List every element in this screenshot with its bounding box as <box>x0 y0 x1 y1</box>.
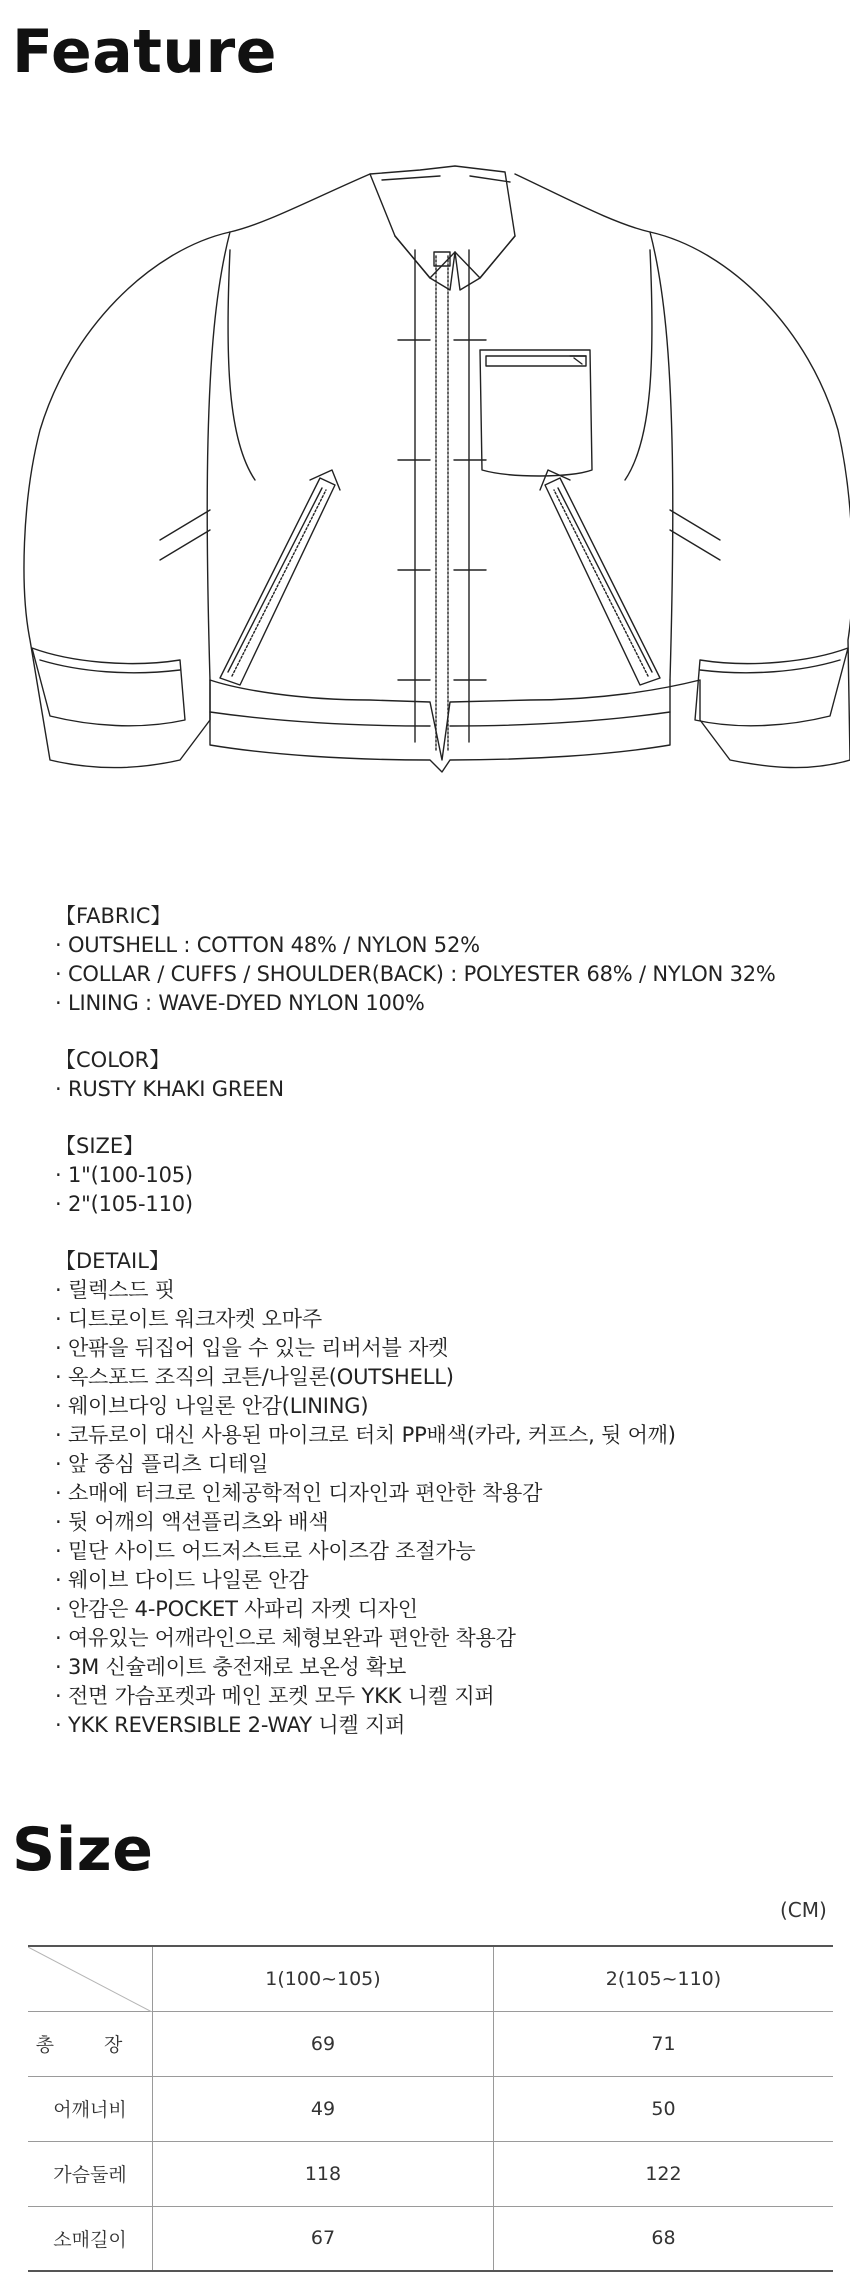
size-section <box>55 1132 855 1219</box>
fabric-line: · OUTSHELL : COTTON 48% / NYLON 52% <box>55 933 480 957</box>
detail-line: · 옥스포드 조직의 코튼/나일론(OUTSHELL) <box>55 1365 454 1389</box>
table-cell: 69 <box>153 2011 494 2076</box>
detail-line: · 웨이브 다이드 나일론 안감 <box>55 1568 309 1592</box>
table-cell: 71 <box>493 2011 833 2076</box>
detail-line: · 웨이브다잉 나일론 안감(LINING) <box>55 1394 369 1418</box>
fabric-line: · COLLAR / CUFFS / SHOULDER(BACK) : POLYESTER 68% / NYLON 32% <box>55 962 776 986</box>
detail-line: · 디트로이트 워크자켓 오마주 <box>55 1307 322 1331</box>
table-cell: 68 <box>493 2206 833 2271</box>
table-row <box>28 2206 833 2271</box>
product-spec <box>55 902 855 1768</box>
column-header: 2(105~110) <box>493 1946 833 2011</box>
table-cell: 67 <box>153 2206 494 2271</box>
detail-line: · 릴렉스드 핏 <box>55 1278 175 1302</box>
table-cell: 49 <box>153 2076 494 2141</box>
detail-line: · 여유있는 어깨라인으로 체형보완과 편안한 착용감 <box>55 1626 516 1650</box>
detail-line: · 밑단 사이드 어드저스트로 사이즈감 조절가능 <box>55 1539 476 1563</box>
table-row <box>28 2011 833 2076</box>
detail-line: · 3M 신슐레이트 충전재로 보온성 확보 <box>55 1655 407 1679</box>
detail-section <box>55 1247 855 1740</box>
table-row <box>28 2141 833 2206</box>
table-cell: 50 <box>493 2076 833 2141</box>
unit-label: (CM) <box>780 1898 827 1922</box>
table-cell: 118 <box>153 2141 494 2206</box>
column-header: 1(100~105) <box>153 1946 494 2011</box>
detail-line: · 코듀로이 대신 사용된 마이크로 터치 PP배색(카라, 커프스, 뒷 어깨) <box>55 1423 676 1447</box>
diagonal-divider <box>28 1947 152 2012</box>
detail-line: · 안팎을 뒤집어 입을 수 있는 리버서블 자켓 <box>55 1336 449 1360</box>
row-label: 어깨너비 <box>28 2076 153 2141</box>
fabric-heading: 【FABRIC】 <box>55 904 172 928</box>
corner-cell <box>28 1946 153 2011</box>
size-title: Size <box>12 1815 154 1885</box>
table-cell: 122 <box>493 2141 833 2206</box>
detail-line: · 뒷 어깨의 액션플리츠와 배색 <box>55 1510 329 1534</box>
detail-line: · 앞 중심 플리츠 디테일 <box>55 1452 269 1476</box>
table-header-row <box>28 1946 833 2011</box>
feature-title: Feature <box>12 17 277 87</box>
color-heading: 【COLOR】 <box>55 1048 171 1072</box>
size-line: · 2"(105-110) <box>55 1192 193 1216</box>
fabric-line: · LINING : WAVE-DYED NYLON 100% <box>55 991 425 1015</box>
fabric-section <box>55 902 855 1018</box>
detail-line: · 소매에 터크로 인체공학적인 디자인과 편안한 착용감 <box>55 1481 543 1505</box>
color-section <box>55 1046 855 1104</box>
detail-line: · 전면 가슴포켓과 메인 포켓 모두 YKK 니켈 지퍼 <box>55 1684 495 1708</box>
row-label <box>28 2011 153 2076</box>
size-table <box>28 1945 833 2272</box>
row-label: 가슴둘레 <box>28 2141 153 2206</box>
detail-line: · YKK REVERSIBLE 2-WAY 니켈 지퍼 <box>55 1713 406 1737</box>
detail-heading: 【DETAIL】 <box>55 1249 170 1273</box>
detail-line: · 안감은 4-POCKET 사파리 자켓 디자인 <box>55 1597 418 1621</box>
row-label: 소매길이 <box>28 2206 153 2271</box>
jacket-flat-sketch <box>10 160 850 820</box>
size-line: · 1"(100-105) <box>55 1163 193 1187</box>
row-label-text: 총 장 <box>35 2034 145 2056</box>
color-line: · RUSTY KHAKI GREEN <box>55 1077 284 1101</box>
table-row <box>28 2076 833 2141</box>
size-heading: 【SIZE】 <box>55 1134 145 1158</box>
